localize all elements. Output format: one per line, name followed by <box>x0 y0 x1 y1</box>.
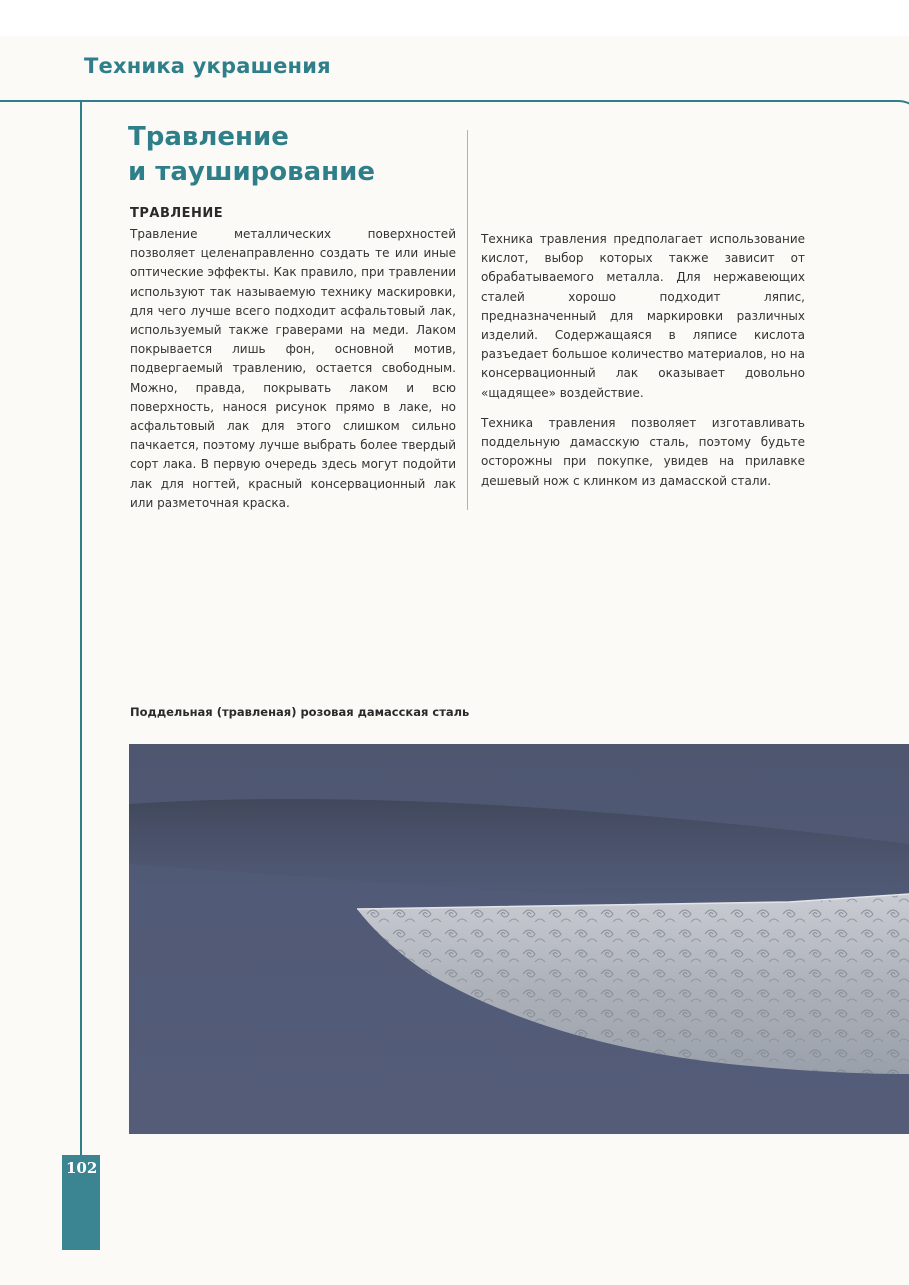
left-margin-rule <box>80 100 82 1155</box>
section-subheading: ТРАВЛЕНИЕ <box>130 206 224 221</box>
right-column-paragraph-2: Техника травления позволяет изготавливать поддельную дамасскую сталь, поэтому будьте осторожны при покупке, увидев на прилавке дешевый нож с клинком из дамасской стали. <box>481 416 805 488</box>
article-title-line-2: и таушированиe <box>128 157 375 187</box>
knife-blade-illustration <box>129 744 909 1134</box>
figure-caption: Поддельная (травленая) розовая дамасская сталь <box>130 705 470 719</box>
section-header: Техника украшения <box>84 54 331 78</box>
right-column-paragraph-1: Техника травления предполагает использование кислот, выбор которых также зависит от обрабатываемого металла. Для нержавеющих сталей хорошо подходит ляпис, предназначенный для маркировки различных изделий. Содержащаяся в ляписе кислота разъедает большое количество материалов, но на консервационный лак оказывает довольно «щадящее» воздействие. <box>481 232 805 400</box>
article-title-line-1: Травление <box>128 122 289 152</box>
header-rule <box>0 100 880 102</box>
left-column-text: Травление металлических поверхностей позволяет целенаправленно создать те или иные оптические эффекты. Как правило, при травлении используют так называемую технику маскировки, для чего лучше всего подходит асфальтовый лак, используемый также граверами на меди. Лаком покрывается лишь фон, основной мотив, подвергаемый травлению, остается свободным. Можно, правда, покрывать лаком и всю поверхность, нанося рисунок прямо в лаке, но асфальтовый лак для этого слишком сильно пачкается, поэтому лучше выбрать более твердый сорт лака. В первую очередь здесь могут подойти лак для ногтей, красный консервационный лак или разметочная краска. <box>130 227 456 510</box>
header-rule-corner <box>866 100 909 130</box>
page-top-margin <box>0 0 909 36</box>
article-title <box>128 120 448 190</box>
damascus-knife-photo <box>129 744 909 1134</box>
column-divider <box>467 130 468 510</box>
page-number: 102 <box>66 1159 98 1177</box>
